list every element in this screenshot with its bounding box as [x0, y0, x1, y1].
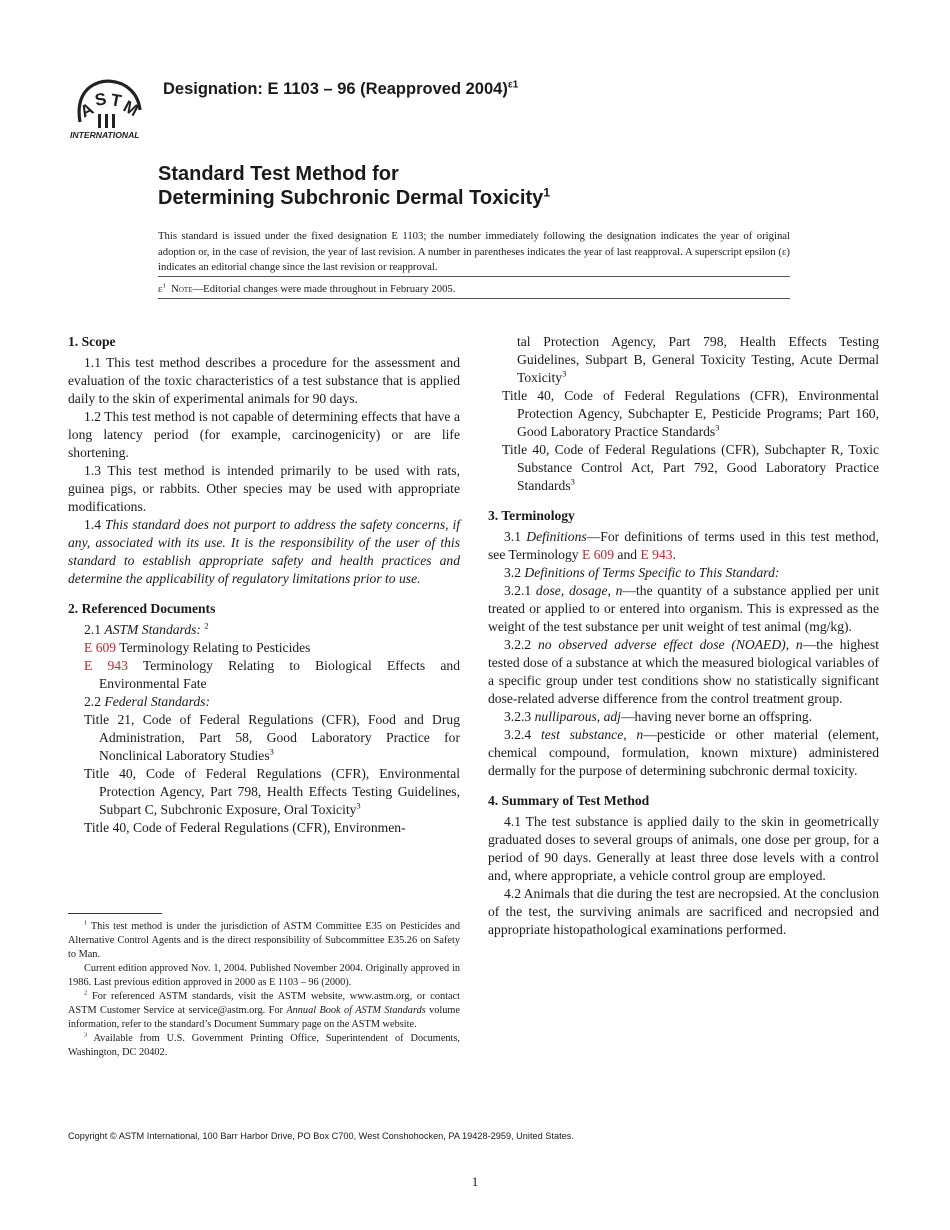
divider	[158, 276, 790, 277]
reference-item: Title 21, Code of Federal Regulations (CFR), Food and Drug Administration, Part 58, Good Laboratory Practice for Nonclinical Laboratory Studies$^3$	[84, 712, 460, 763]
footnotes	[68, 920, 460, 1060]
section-heading: 3. Terminology	[488, 508, 575, 523]
paragraph: 4.1 The test substance is applied daily to the skin in geometrically graduated doses to several groups of animals, one dose per group, for a period of 90 days. Generally at least three dose levels with a control and, where appropriate, a vehicle control group are employed.	[488, 814, 879, 883]
footnote-1: $^1$ This test method is under the jurisdiction of ASTM Committee E35 on Pesticides and Alternative Control Agents and is the direct responsibility of Subcommittee E35.26 on Safety to Man.	[68, 919, 460, 960]
reference-item: Title 40, Code of Federal Regulations (CFR), Environmental Protection Agency, Subchapter E, Pesticide Programs; Part 160, Good Laboratory Practice Standards$^3$	[502, 388, 879, 439]
footnote-1-continued: Current edition approved Nov. 1, 2004. Published November 2004. Originally approved in 1986. Last previous edition approved in 2000 as E 1103 – 96 (2000).	[68, 963, 460, 988]
paragraph: 3.1 Definitions—For definitions of terms used in this test method, see Terminology E 609 and E 943.	[488, 529, 879, 562]
paragraph: 3.2 Definitions of Terms Specific to This Standard:	[504, 565, 780, 580]
designation: Designation: E 1103 – 96 (Reapproved 2004)$^{\varepsilon 1}$	[163, 79, 519, 98]
right-column	[488, 333, 879, 939]
section-heading: 1. Scope	[68, 334, 116, 349]
paragraph: 1.3 This test method is intended primarily to be used with rats, guinea pigs, or rabbits. Other species may be used with appropriate modifications.	[68, 463, 460, 514]
issue-note: This standard is issued under the fixed designation E 1103; the number immediately following the designation indicates the year of original adoption or, in the case of revision, the year of last revision. A number in parentheses indicates the year of last reapproval. A superscript epsilon (ε) indicates an editorial change since the last revision or reapproval.	[158, 230, 790, 273]
document-title	[158, 162, 798, 210]
paragraph: 1.4 This standard does not purport to address the safety concerns, if any, associated with its use. It is the responsibility of the user of this standard to establish appropriate safety and health practices and determine the applicability of regulatory limitations prior to use.	[68, 517, 460, 586]
section-referenced-documents	[68, 600, 460, 837]
paragraph: 1.1 This test method describes a procedure for the assessment and evaluation of the toxic characteristics of a test substance that is applied daily to the skin of experimental animals for 90 days.	[68, 355, 460, 406]
paragraph: 3.2.2 no observed adverse effect dose (NOAED), n—the highest tested dose of a substance at which the measured biological variables of a specific group under test conditions show no statistically significant dose-related adverse difference from the control treatment group.	[488, 637, 879, 706]
astm-logo	[68, 78, 150, 140]
reference-item: Title 40, Code of Federal Regulations (CFR), Environmen-	[84, 820, 406, 835]
designation-superscript: ε1	[507, 79, 519, 91]
section-scope	[68, 333, 460, 588]
section-heading: 2. Referenced Documents	[68, 601, 216, 616]
link-e943[interactable]: E 943	[640, 547, 673, 562]
title-line-2: Determining Subchronic Dermal Toxicity$^1$	[158, 185, 551, 209]
paragraph: 3.2.1 dose, dosage, n—the quantity of a substance applied per unit treated or applied to or entered into organism. This is expressed as the weight of the test substance per unit weight of test animal (mg/kg).	[488, 583, 879, 634]
footnote-2: $^2$ For referenced ASTM standards, visit the ASTM website, www.astm.org, or contact ASTM Customer Service at service@astm.org. For Annual Book of ASTM Standards volume information, refer to the standard’s Document Summary page on the ASTM website.	[68, 989, 461, 1030]
paragraph: 2.1 ASTM Standards: $^2$	[84, 620, 209, 637]
paragraph: 1.2 This test method is not capable of determining effects that have a long latency period (for example, carcinogenicity) or are life shortening.	[68, 409, 460, 460]
reference-item: E 609 Terminology Relating to Pesticides	[84, 640, 311, 655]
divider	[158, 298, 790, 299]
link-e609[interactable]: E 609	[581, 547, 615, 562]
link-e943[interactable]: E 943	[84, 658, 128, 673]
title-line-1: Standard Test Method for	[158, 163, 399, 185]
editorial-note: $\varepsilon^1$ Note—Editorial changes were made throughout in February 2005.	[158, 282, 456, 295]
reference-item: Title 40, Code of Federal Regulations (CFR), Subchapter R, Toxic Substance Control Act, Part 792, Good Laboratory Practice Standards$^3$	[502, 442, 879, 493]
svg-text:A: A	[76, 98, 97, 122]
link-e609[interactable]: E 609	[84, 640, 117, 655]
section-heading: 4. Summary of Test Method	[488, 793, 650, 808]
reference-item: Title 40, Code of Federal Regulations (CFR), Environmental Protection Agency, Part 798, Health Effects Testing Guidelines, Subpart C, Subchronic Exposure, Oral Toxicity$^3$	[84, 766, 460, 817]
section-terminology	[488, 507, 879, 780]
paragraph: 3.2.3 nulliparous, adj—having never borne an offspring.	[504, 709, 813, 724]
copyright-notice: Copyright © ASTM International, 100 Barr Harbor Drive, PO Box C700, West Conshohocken, PA 19428-2959, United States.	[68, 1131, 574, 1141]
reference-item: E 943 Terminology Relating to Biological Effects and Environmental Fate	[84, 658, 461, 691]
footnote-3: $^3$ Available from U.S. Government Printing Office, Superintendent of Documents, Washington, DC 20402.	[68, 1031, 460, 1058]
logo-subtext: INTERNATIONAL	[70, 130, 140, 140]
svg-text:S: S	[93, 89, 108, 110]
paragraph: 2.2 Federal Standards:	[84, 694, 210, 709]
left-column	[68, 333, 460, 837]
paragraph: 3.2.4 test substance, n—pesticide or other material (element, chemical compound, formulation, known mixture) administered dermally for the purpose of determining subchronic dermal toxicity.	[488, 727, 879, 778]
footnote-divider	[68, 913, 162, 914]
paragraph: 4.2 Animals that die during the test are necropsied. At the conclusion of the test, the surviving animals are sacrificed and necropsied and appropriate histopathological examinations performed.	[488, 886, 879, 937]
reference-item-continued: tal Protection Agency, Part 798, Health Effects Testing Guidelines, Subpart B, General Toxicity Testing, Acute Dermal Toxicity$^3$	[517, 334, 879, 385]
section-summary	[488, 792, 879, 939]
svg-text:T: T	[109, 90, 123, 111]
page-number: 1	[471, 1174, 479, 1189]
svg-text:M: M	[120, 96, 142, 121]
